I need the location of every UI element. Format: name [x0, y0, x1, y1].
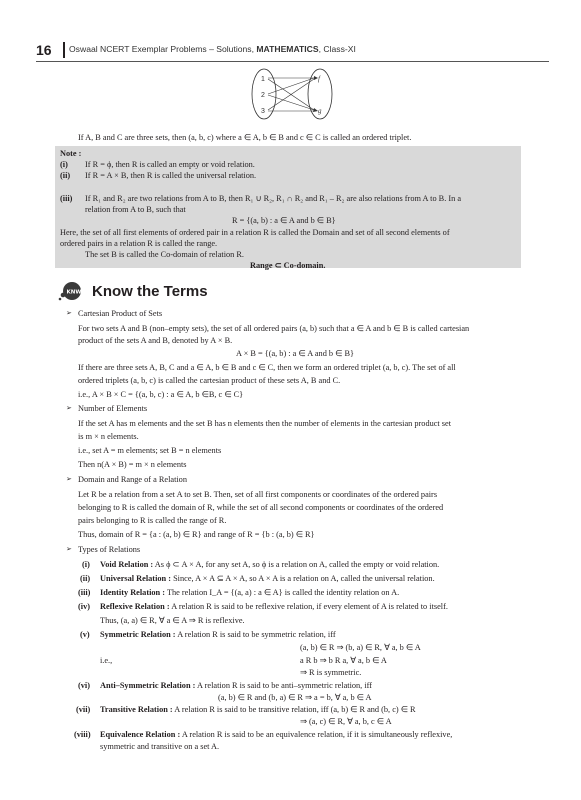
domain-label-1: 1: [261, 76, 265, 83]
bullet-arrow-icon: ➢: [66, 475, 72, 483]
domain-definition-line1: Here, the set of all first elements of ordered pair in a relation R is called the Domain and set of all second elements of: [60, 228, 450, 237]
codomain-label-f: f: [318, 75, 320, 83]
note-item-text: If R = A × B, then R is called the universal relation.: [85, 171, 257, 180]
running-title: Oswaal NCERT Exemplar Problems – Solutions, MATHEMATICS, Class-XI: [69, 44, 356, 54]
relation-type-line: Transitive Relation : A relation R is said to be transitive relation, iff (a, b) ∈ R and (b, c) ∈ R: [100, 705, 416, 714]
section-heading-domain: Domain and Range of a Relation: [78, 475, 187, 484]
section-heading-types: Types of Relations: [78, 545, 141, 554]
transitive-formula: ⇒ (a, c) ∈ R, ∀ a, b, c ∈ A: [300, 717, 392, 726]
paragraph-line: is m × n elements.: [78, 432, 139, 441]
paragraph-line: i.e., set A = m elements; set B = n elements: [78, 446, 222, 455]
relation-type-line: Identity Relation : The relation I_A = {(a, a) : a ∈ A} is called the identity relation on A.: [100, 588, 400, 597]
codomain-label-g: g: [318, 107, 322, 115]
know-the-terms-heading: Know the Terms: [92, 283, 208, 300]
page-header: [36, 42, 549, 62]
note-item-number: (ii): [60, 171, 71, 180]
paragraph-line: If the set A has m elements and the set B has n elements then the number of elements in the cartesian product set: [78, 419, 452, 428]
equivalence-definition-cont: symmetric and transitive on a set A.: [100, 742, 220, 751]
page-number: 16: [36, 42, 52, 58]
relation-type-number: (vi): [78, 681, 90, 690]
note-item-text: If R = ϕ, then R is called an empty or void relation.: [85, 160, 255, 169]
relation-type-line: Symmetric Relation : A relation R is said to be symmetric relation, iff: [100, 630, 336, 639]
section-heading-number: Number of Elements: [78, 404, 148, 413]
note-item-text-cont: relation from A to B, such that: [85, 205, 186, 214]
paragraph-line: product of the sets A and B, denoted by A × B.: [78, 336, 233, 345]
domain-label-2: 2: [261, 92, 265, 99]
header-divider: [63, 42, 65, 58]
note-heading: Note :: [60, 149, 82, 158]
relation-type-line: Void Relation : As ϕ ⊂ A × A, for any set A, so ϕ is a relation on A, called the empty or void relation.: [100, 560, 440, 569]
bullet-arrow-icon: ➢: [66, 404, 72, 412]
domain-label-3: 3: [261, 108, 265, 115]
section-heading-cartesian: Cartesian Product of Sets: [78, 309, 163, 318]
paragraph-line: i.e., A × B × C = {(a, b, c) : a ∈ A, b ∈B, c ∈ C}: [78, 390, 244, 399]
range-subset-codomain: Range ⊂ Co-domain.: [250, 261, 326, 270]
header-rule: [36, 61, 549, 62]
bullet-arrow-icon: ➢: [66, 545, 72, 553]
paragraph-line: belonging to R is called the domain of R, while the set of all second components or coordinates of the ordered: [78, 503, 444, 512]
relation-type-line: Reflexive Relation : A relation R is said to be reflexive relation, if every element of A is related to itself.: [100, 602, 448, 611]
cartesian-formula: A × B = {(a, b) : a ∈ A and b ∈ B}: [236, 349, 354, 358]
svg-text:KNW: KNW: [66, 289, 82, 296]
domain-definition-line2: ordered pairs in a relation R is called the range.: [60, 239, 218, 248]
relation-type-line: Anti–Symmetric Relation : A relation R is said to be anti–symmetric relation, iff: [100, 681, 372, 690]
note-item-text: If R₁ and R₂ are two relations from A to B, then R₁ ∪ R₂, R₁ ∩ R₂ and R₁ – R₂ are also relations from A to B. In a: [85, 194, 462, 203]
paragraph-line: Thus, domain of R = {a : (a, b) ∈ R} and range of R = {b : (a, b) ∈ R}: [78, 530, 315, 539]
note-item-number: (i): [60, 160, 68, 169]
relation-type-line: Equivalence Relation : A relation R is said to be an equivalence relation, if it is simultaneously reflexive,: [100, 730, 453, 739]
mapping-diagram: [246, 66, 342, 122]
paragraph-line: pairs belonging to R is called the range of R.: [78, 516, 227, 525]
relation-type-number: (i): [82, 560, 90, 569]
relation-type-number: (iii): [78, 588, 91, 597]
relation-type-number: (iv): [78, 602, 90, 611]
symmetric-formula-3: ⇒ R is symmetric.: [300, 668, 362, 677]
reflexive-definition: Thus, (a, a) ∈ R, ∀ a ∈ A ⇒ R is reflexive.: [100, 616, 245, 625]
relation-type-number: (vii): [76, 705, 91, 714]
ie-label: i.e.,: [100, 656, 113, 665]
paragraph-line: For two sets A and B (non–empty sets), the set of all ordered pairs (a, b) such that a ∈ A and b ∈ B is called cartesian: [78, 324, 470, 333]
relation-type-number: (ii): [80, 574, 91, 583]
symmetric-formula-2: a R b ⇒ b R a, ∀ a, b ∈ A: [300, 656, 387, 665]
paragraph-line: Then n(A × B) = m × n elements: [78, 460, 187, 469]
relation-type-number: (viii): [74, 730, 91, 739]
note-item-number: (iii): [60, 194, 73, 203]
know-terms-icon: [57, 280, 85, 302]
paragraph-line: ordered triplets (a, b, c) is called the cartesian product of these sets A, B and C.: [78, 376, 341, 385]
bullet-arrow-icon: ➢: [66, 309, 72, 317]
intro-ordered-triplet: If A, B and C are three sets, then (a, b, c) where a ∈ A, b ∈ B and c ∈ C is called an ordered triplet.: [78, 133, 412, 142]
codomain-definition: The set B is called the Co-domain of relation R.: [85, 250, 244, 259]
relation-type-number: (v): [80, 630, 90, 639]
relation-type-line: Universal Relation : Since, A × A ⊆ A × A, so A × A is a relation on A, called the universal relation.: [100, 574, 435, 583]
symmetric-formula-1: (a, b) ∈ R ⇒ (b, a) ∈ R, ∀ a, b ∈ A: [300, 643, 421, 652]
paragraph-line: Let R be a relation from a set A to set B. Then, set of all first components or coordinates of the ordered pairs: [78, 490, 438, 499]
relation-formula: R = {(a, b) : a ∈ A and b ∈ B}: [232, 216, 336, 225]
paragraph-line: If there are three sets A, B, C and a ∈ A, b ∈ B and c ∈ C, then we form an ordered triplet (a, b, c). The set of all: [78, 363, 456, 372]
antisymmetric-formula: (a, b) ∈ R and (b, a) ∈ R ⇒ a = b, ∀ a, b ∈ A: [218, 693, 372, 702]
